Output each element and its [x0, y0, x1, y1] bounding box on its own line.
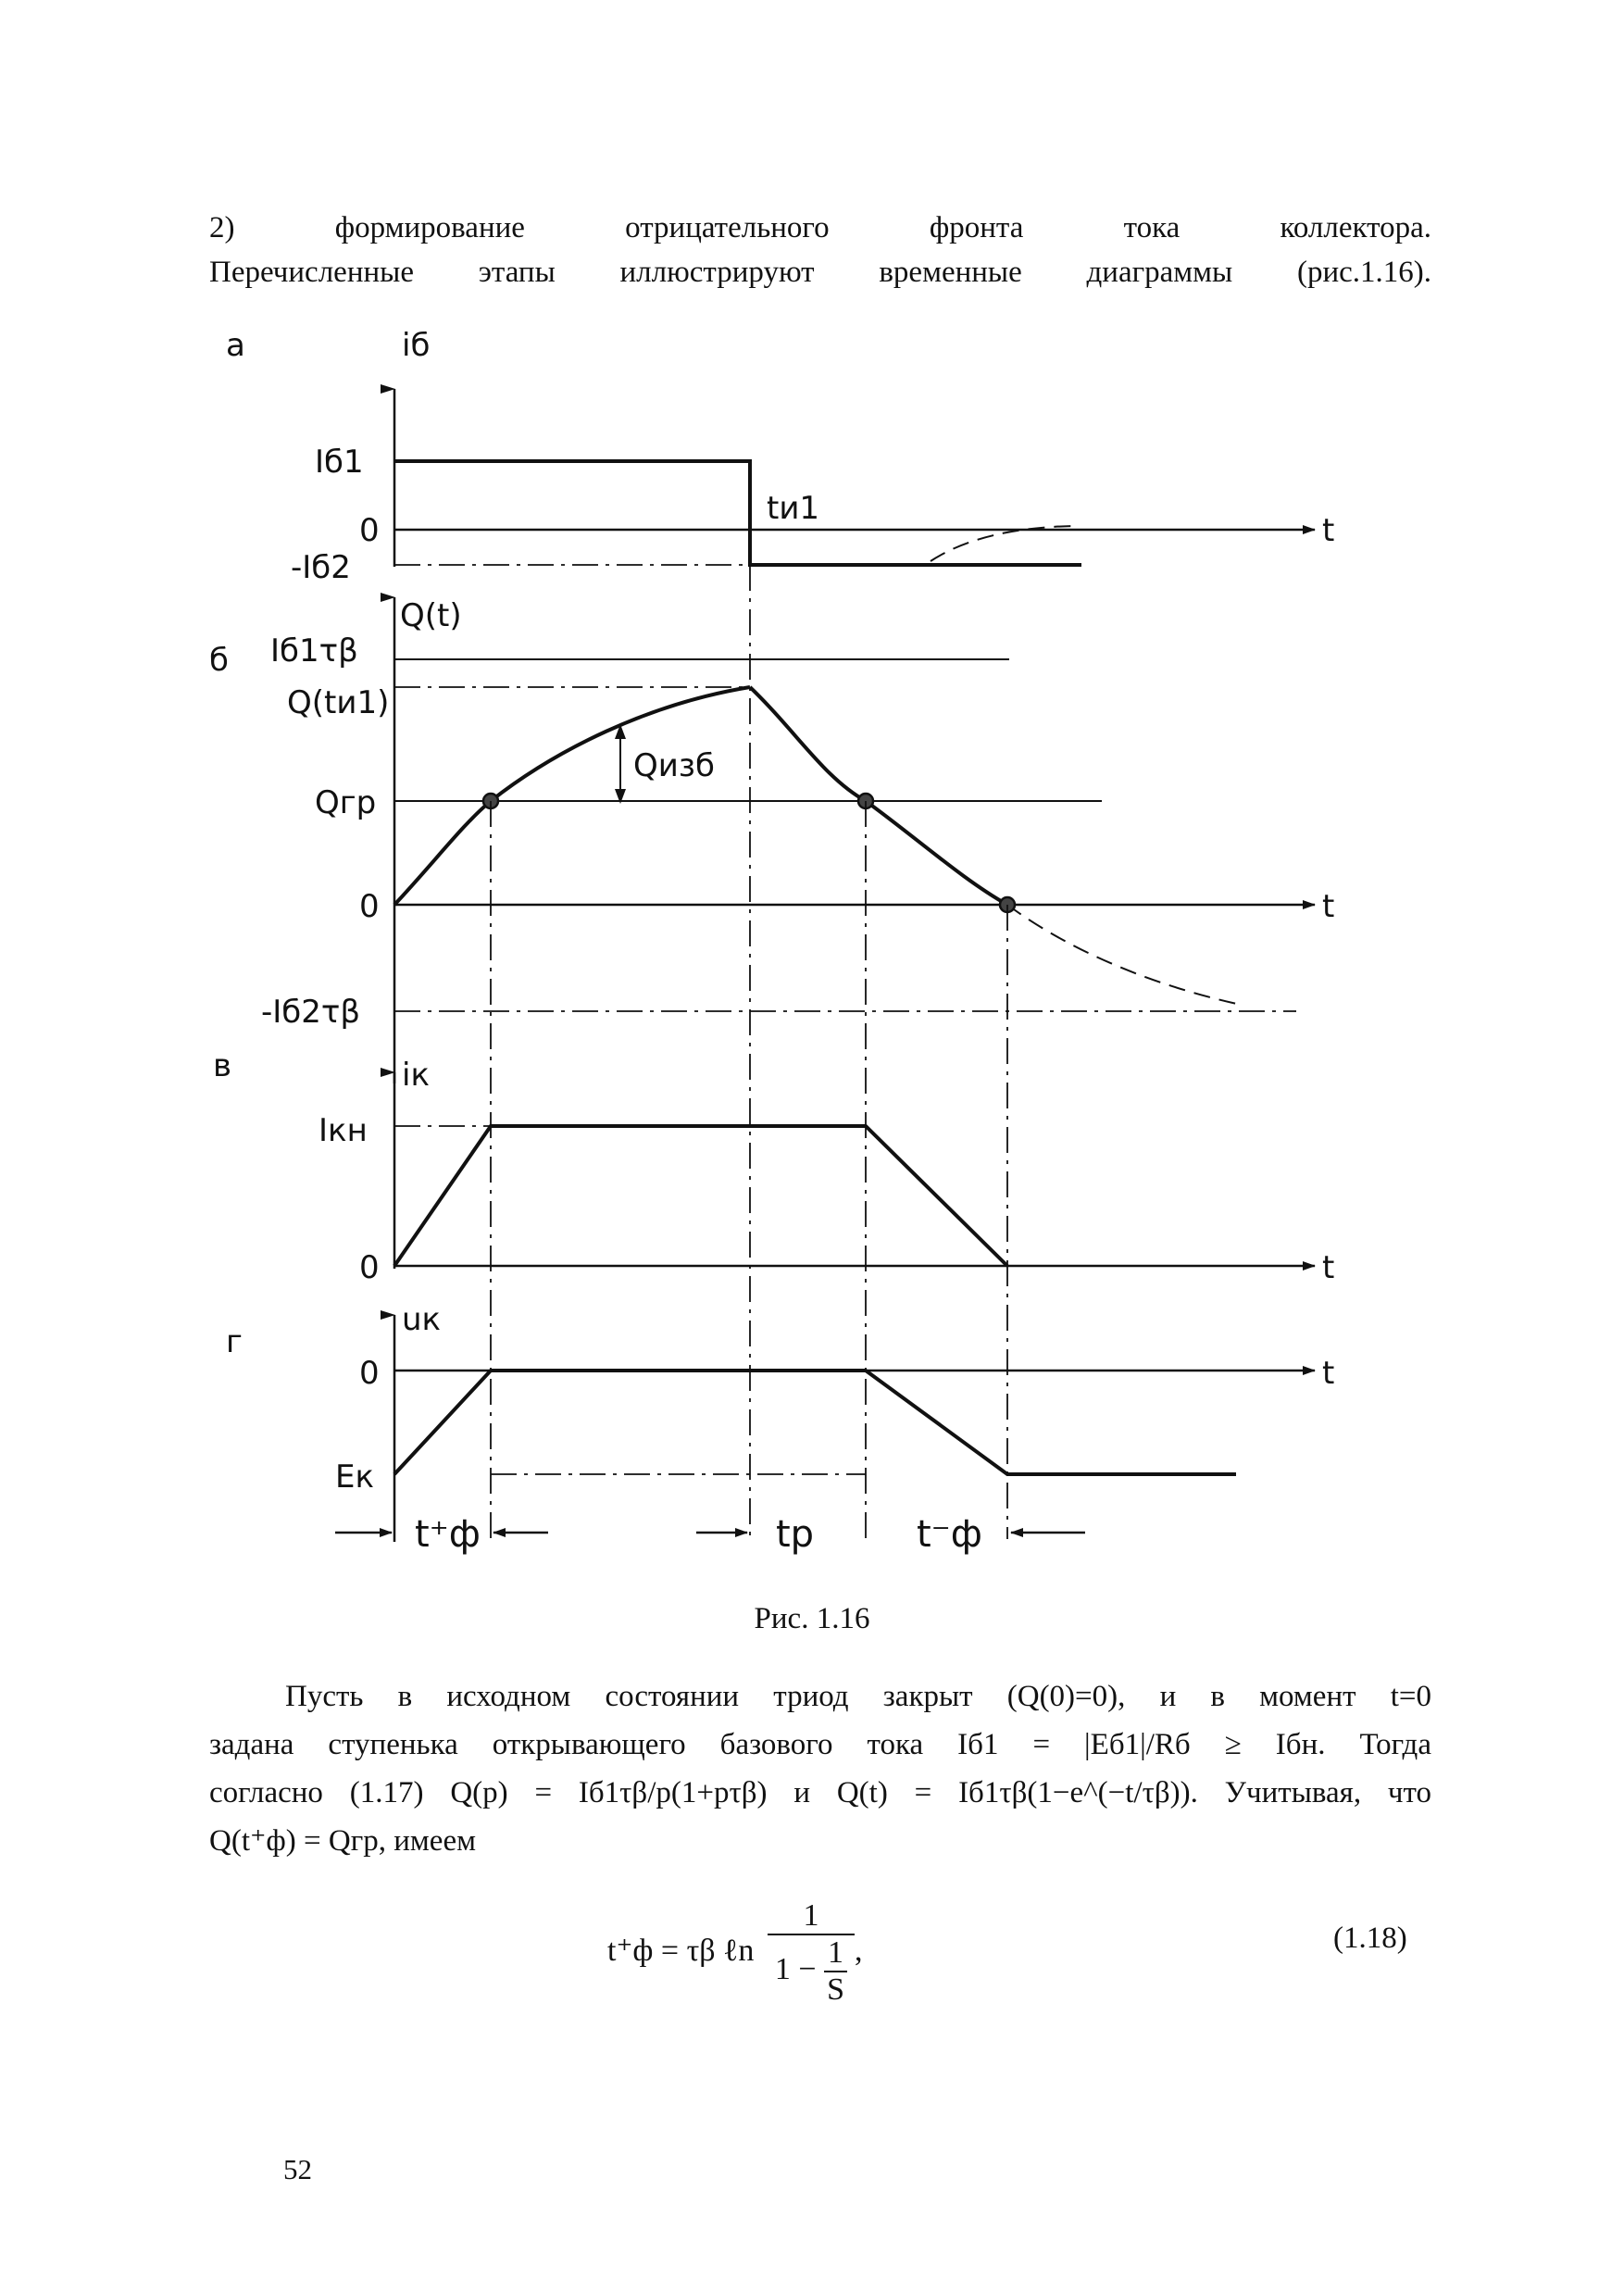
paragraph-line-2 [209, 1722, 1431, 1767]
panel-c-axis-label: iк [402, 1057, 430, 1094]
equation-numerator: 1 [768, 1898, 855, 1935]
interval-tr: tр [776, 1513, 815, 1556]
intro-line-2: Перечисленные этапы иллюстрируют временные диаграммы (рис.1.16). [209, 256, 1431, 289]
paragraph-line-4-end: , имеем [378, 1824, 476, 1858]
q-discharge-curve [750, 687, 1007, 905]
equation-number: (1.18) [1333, 1922, 1407, 1955]
equation-inner-denominator: S [827, 1972, 844, 2007]
panel-a-level-ib1: Iб1 [315, 444, 364, 481]
panel-c-level-ikn: Iкн [319, 1112, 368, 1149]
panel-b-level-ib1tau: Iб1τβ [270, 632, 358, 670]
page-number: 52 [283, 2153, 312, 2185]
panel-a-letter: а [226, 327, 245, 364]
panel-b-level-0: 0 [359, 888, 380, 925]
panel-b-level-qtu1: Q(tи1) [287, 684, 390, 721]
panel-d-level-ek: Eк [335, 1458, 375, 1496]
paragraph-line-2-text: задана ступенька открывающего базового тока [209, 1728, 924, 1761]
panel-d-letter: г [226, 1323, 243, 1360]
equation-inner-numerator: 1 [824, 1935, 847, 1972]
panel-a-level-ib2: -Iб2 [291, 549, 351, 586]
intro-line-1: 2) формирование отрицательного фронта тока коллектора. [209, 211, 1431, 244]
equation-lhs: t⁺ф = τβ ℓn [607, 1933, 755, 1968]
panel-b-letter: б [209, 642, 229, 679]
panel-a-t-label: t [1322, 512, 1335, 549]
panel-d-t-label: t [1322, 1355, 1335, 1392]
panel-d-level-0: 0 [359, 1355, 380, 1392]
paragraph-line-3-start: согласно (1.17) [209, 1776, 424, 1809]
panel-b-annotation: Qизб [633, 747, 715, 784]
paragraph-line-2-end: . Тогда [1318, 1728, 1431, 1761]
figure-caption: Рис. 1.16 [754, 1602, 870, 1635]
q-charge-curve [394, 687, 750, 905]
panel-b-level-neg: -Iб2τβ [261, 994, 361, 1031]
uk-curve [394, 1371, 1236, 1474]
paragraph-line-1: Пусть в исходном состоянии триод закрыт (Q(0)=0), и в момент t=0 [285, 1680, 1431, 1713]
panel-c-t-label: t [1322, 1249, 1335, 1286]
paragraph-line-3-end: . Учитывая, что [1190, 1776, 1432, 1809]
interval-tf-minus: t⁻ф [917, 1513, 982, 1556]
panel-a-annotation: tи1 [767, 490, 820, 527]
equation-fraction [768, 1898, 855, 2008]
panel-c-level-0: 0 [359, 1249, 380, 1286]
paragraph-line-4 [209, 1819, 1431, 1863]
panel-b-axis-label: Q(t) [400, 597, 462, 634]
paragraph-line-3-and: и [793, 1776, 811, 1809]
ib-curve [394, 461, 1081, 565]
equation-1-18 [607, 1898, 863, 2008]
paragraph-line-3 [209, 1771, 1431, 1815]
panel-d-axis-label: uк [402, 1301, 442, 1338]
formula-ib1: Iб1 = |Eб1|/Rб ≥ Iбн [957, 1728, 1318, 1761]
panel-b-t-label: t [1322, 888, 1335, 925]
equation-trail: , [855, 1933, 863, 1968]
panel-a-level-0: 0 [359, 512, 380, 549]
panel-b-level-qgr: Qгр [315, 784, 377, 821]
interval-tf-plus: t⁺ф [415, 1513, 481, 1556]
equation-den-prefix: 1 − [774, 1951, 817, 1986]
q-discharge-dashed [1007, 905, 1241, 1005]
ik-curve [394, 1126, 1007, 1266]
ib-recovery-dashed [931, 526, 1074, 561]
equation-inner-fraction [824, 1935, 847, 2008]
panel-c-letter: в [213, 1047, 232, 1084]
figure-1-16 [0, 306, 1624, 1602]
formula-qtf: Q(t⁺ф) = Qгр [209, 1824, 379, 1858]
formula-qp: Q(p) = Iб1τβ/p(1+pτβ) [450, 1776, 768, 1809]
panel-a-axis-label: iб [402, 327, 431, 364]
equation-denominator [768, 1935, 855, 2008]
formula-qt: Q(t) = Iб1τβ(1−e^(−t/τβ)) [836, 1776, 1191, 1809]
